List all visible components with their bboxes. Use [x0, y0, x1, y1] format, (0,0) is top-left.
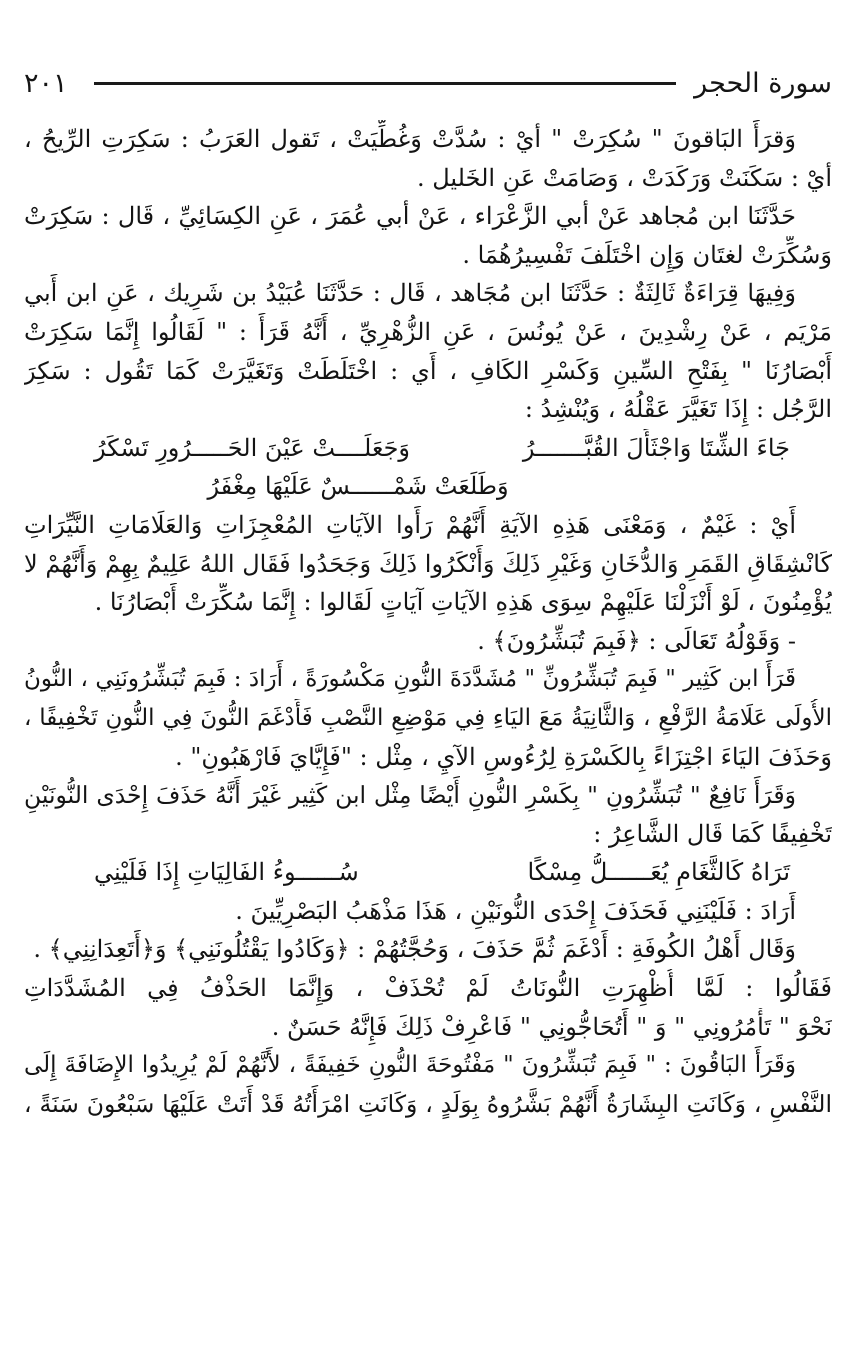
surah-title: سورة الحجر	[694, 67, 832, 99]
text-line: وَقرَأَ البَاقونَ " سُكِرَتْ " أيْ : سُدَّتْ وَغُطِّيَتْ ، تَقول العَرَبُ : سَكِرَتِ الرِّيحُ ،	[24, 125, 796, 153]
text-line: يُؤْمِنُونَ ، لَوْ أَنْزَلْنَا عَلَيْهِمْ سِوَى هَذِهِ الآيَاتِ آيَاتٍ لَقَالوا : إِنَّمَا سُكِّرَتْ أَبْصَارُنَا .	[94, 588, 832, 617]
text-line: أَرَادَ : فَلَيْنَنِي فَحَذَفَ إِحْدَى النُّونَيْنِ ، هَذَا مَذْهَبُ البَصْرِيِّينَ .	[235, 896, 796, 925]
book-page	[14, 0, 844, 1368]
text-line: وَسُكِّرَتْ لغتَان وَإِن اخْتَلَفَ تَفْسِيرُهُمَا .	[462, 240, 832, 269]
text-line: النَّفْسِ ، وَكَانَتِ البِشَارَةُ أَنَّهُمْ بَشَّرُوهُ بِوَلَدٍ ، وَكَانَتِ امْرَأَتُهُ قَدْ أَتَتْ عَلَيْهَا سَبْعُونَ سَنَةً ،	[24, 1089, 832, 1118]
text-line: وَقَرَأَ البَاقُونَ : " فَبِمَ تُبَشِّرُونَ " مَفْتُوحَةَ النُّونِ خَفِيفَةً ، لأَنَّهُمْ لَمْ يُرِيدُوا الإِضَافَةَ إِلَى	[24, 1052, 796, 1079]
text-line: مَرْيَم ، عَنْ رِشْدِينَ ، عَنْ يُونُسَ ، عَنِ الزُّهْرِيِّ ، أَنَّهُ قَرَأَ : " لَقَالُوا إِنَّمَا سَكِرَتْ	[24, 317, 832, 346]
page-body	[24, 120, 832, 1123]
header-rule	[94, 82, 677, 85]
text-line: وَقَال أَهْلُ الكُوفَةِ : أَدْغَمَ ثُمَّ حَذَفَ ، وَحُجَّتُهُمْ : ﴿وَكَادُوا يَقْتُلُونَنِي﴾ وَ﴿أَتَعِدَانِنِي﴾ .	[33, 935, 796, 964]
text-line: الرَّجُل : إِذَا تَغَيَّرَ عَقْلُهُ ، وَيُنْشِدُ :	[524, 395, 832, 424]
verse-hemistich: وَطَلَعَتْ شَمْــــــسٌ عَلَيْهَا مِغْفَرُ	[207, 472, 509, 501]
poetry-verse	[24, 429, 832, 468]
poetry-verse	[24, 467, 832, 506]
text-line: حَدَّثَنَا ابن مُجاهد عَنْ أبي الزَّعْرَاء ، عَنْ أبي عُمَرَ ، عَنِ الكِسَائِيِّ ، قَال : سَكِرَتْ	[24, 202, 796, 231]
page-header	[24, 58, 832, 108]
verse-hemistich-right: تَرَاهُ كَالثَّغَامِ يُعَــــــلُّ مِسْكًا	[527, 858, 790, 887]
text-line: - وَقَوْلُهُ تَعَالَى : ﴿فَبِمَ تُبَشِّرُونَ﴾ .	[477, 626, 796, 655]
page-number: ٢٠١	[24, 67, 68, 99]
poetry-verse	[24, 853, 832, 892]
text-line: وَقَرَأَ نَافِعٌ " تُبَشِّرُونِ " بِكَسْرِ النُّونِ أَيْضًا مِثْل ابن كَثِير غَيْرَ أَنَّهُ حَذَفَ إِحْدَى النُّونَيْنِ	[24, 781, 796, 810]
verse-hemistich-right: جَاءَ الشِّتَا وَاجْثَأَلَ القُبَّـــــــرُ	[522, 433, 790, 462]
text-line: تَخْفِيفًا كَمَا قَال الشَّاعِرُ :	[593, 819, 832, 848]
text-line: أَيْ : غَيْمٌ ، وَمَعْنَى هَذِهِ الآيَةِ أَنَّهُمْ رَأَوا الآيَاتِ المُعْجِزَاتِ وَالعَلَامَاتِ النَّيِّرَاتِ	[24, 510, 796, 539]
text-line: وَحَذَفَ اليَاءَ اجْتِزَاءً بِالكَسْرَةِ لِرُءُوسِ الآيِ ، مِثْل : "فَإِيَّايَ فَارْهَبُونِ" .	[175, 742, 832, 771]
text-line: كَانْشِقَاقِ القَمَرِ وَالدُّخَانِ وَغَيْرِ ذَلِكَ وَأَنْكَرُوا ذَلِكَ وَجَحَدُوا فَقَال اللهُ عَلِيمٌ بِهِمْ وَأَنَّهُمْ لا	[24, 549, 832, 578]
text-line: الأُولَى عَلَامَةُ الرَّفْعِ ، وَالثَّانِيَةُ مَعَ اليَاءِ فِي مَوْضِعِ النَّصْبِ فَأَدْغَمَ النُّونَ فِي النُّونِ تَخْفِيفًا ،	[24, 704, 832, 731]
text-line: نَحْوَ " تَأْمُرُونِي " وَ " أَتُحَاجُّونِي " فَاعْرِفْ ذَلِكَ فَإِنَّهُ حَسَنٌ .	[271, 1012, 832, 1041]
text-line: أَبْصَارُنَا " بِفَتْحِ السِّينِ وَكَسْرِ الكَافِ ، أَي : اخْتَلَطَتْ وَتَغَيَّرَتْ كَمَا تَقُول : سَكِرَ	[24, 356, 832, 385]
text-line: أيْ : سَكَنَتْ وَرَكَدَتْ ، وَصَامَتْ عَنِ الخَليل .	[416, 163, 832, 192]
text-line: فَقَالُوا : لَمَّا أُظْهِرَتِ النُّونَاتُ لَمْ تُحْذَفْ ، وَإِنَّمَا الحَذْفُ فِي المُشَدَّدَاتِ	[24, 974, 832, 1003]
verse-hemistich-left: وَجَعَلَــــتْ عَيْنَ الحَـــــرُورِ تَسْكَرُ	[94, 433, 410, 462]
text-line: قَرَأَ ابن كَثِير " فَبِمَ تُبَشِّرُونِّ " مُشَدَّدَةَ النُّونِ مَكْسُورَةً ، أَرَادَ : فَبِمَ تُبَشِّرُونَنِي ، النُّونُ	[24, 666, 796, 693]
verse-hemistich-left: سُــــــوءُ الفَالِيَاتِ إِذَا فَلَيْنِي	[94, 858, 359, 887]
text-line: وَفِيهَا قِرَاءَةٌ ثَالِثَةٌ : حَدَّثَنَا ابن مُجَاهد ، قَال : حَدَّثَنَا عُبَيْدُ بن شَرِيك ، عَنِ ابن أَبي	[24, 279, 796, 308]
